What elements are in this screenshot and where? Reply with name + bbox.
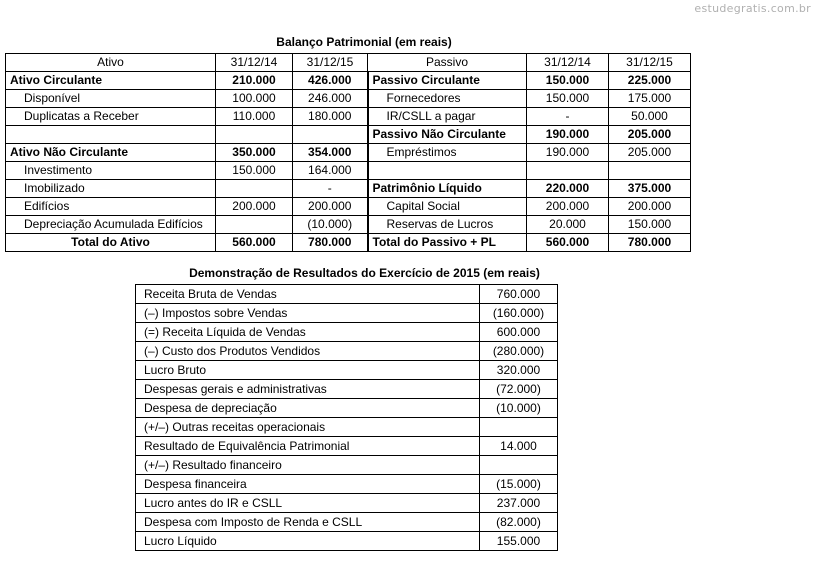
ativo-value-2014: 150.000	[216, 162, 293, 180]
table-row	[6, 90, 691, 108]
dre-value: 155.000	[480, 532, 558, 551]
table-row	[136, 399, 558, 418]
dre-label: Lucro Bruto	[136, 361, 480, 380]
table-row	[136, 285, 558, 304]
dre-value: 14.000	[480, 437, 558, 456]
dre-value	[480, 456, 558, 475]
ativo-label: Disponível	[6, 90, 216, 108]
ativo-value-2015: (10.000)	[293, 216, 368, 234]
dre-value: (280.000)	[480, 342, 558, 361]
passivo-value-2014: 150.000	[527, 90, 609, 108]
balance-sheet-header-row	[6, 54, 691, 72]
total-passivo-2015: 780.000	[609, 234, 691, 252]
passivo-label: Passivo Circulante	[368, 72, 527, 90]
ativo-value-2014: 210.000	[216, 72, 293, 90]
total-ativo-2015: 780.000	[293, 234, 368, 252]
table-row	[6, 198, 691, 216]
ativo-label: Investimento	[6, 162, 216, 180]
passivo-label: Empréstimos	[368, 144, 527, 162]
ativo-value-2015: 164.000	[293, 162, 368, 180]
dre-value: (72.000)	[480, 380, 558, 399]
passivo-label: Fornecedores	[368, 90, 527, 108]
ativo-value-2015: 426.000	[293, 72, 368, 90]
passivo-value-2014: 20.000	[527, 216, 609, 234]
passivo-value-2014: -	[527, 108, 609, 126]
dre-value: (82.000)	[480, 513, 558, 532]
table-row	[6, 72, 691, 90]
total-passivo-label: Total do Passivo + PL	[368, 234, 527, 252]
ativo-label: Ativo Não Circulante	[6, 144, 216, 162]
ativo-value-2015: 246.000	[293, 90, 368, 108]
ativo-label: Ativo Circulante	[6, 72, 216, 90]
passivo-label: Passivo Não Circulante	[368, 126, 527, 144]
passivo-value-2015: 225.000	[609, 72, 691, 90]
dre-label: Receita Bruta de Vendas	[136, 285, 480, 304]
table-row	[136, 418, 558, 437]
passivo-label	[368, 162, 527, 180]
table-row	[136, 494, 558, 513]
passivo-label: Patrimônio Líquido	[368, 180, 527, 198]
table-row	[6, 216, 691, 234]
ativo-label	[6, 126, 216, 144]
table-row	[6, 108, 691, 126]
passivo-value-2014	[527, 162, 609, 180]
ativo-value-2014	[216, 126, 293, 144]
table-row	[6, 144, 691, 162]
table-row	[6, 234, 691, 252]
header-passivo: Passivo	[368, 54, 527, 72]
passivo-value-2014: 200.000	[527, 198, 609, 216]
table-row	[136, 456, 558, 475]
dre-label: (–) Impostos sobre Vendas	[136, 304, 480, 323]
balance-sheet-table	[5, 53, 691, 252]
table-row	[136, 323, 558, 342]
income-statement-table	[135, 284, 558, 551]
ativo-value-2014: 350.000	[216, 144, 293, 162]
passivo-value-2015: 200.000	[609, 198, 691, 216]
ativo-value-2015: 180.000	[293, 108, 368, 126]
dre-value: 600.000	[480, 323, 558, 342]
passivo-label: Capital Social	[368, 198, 527, 216]
ativo-value-2015: -	[293, 180, 368, 198]
ativo-value-2015: 200.000	[293, 198, 368, 216]
table-row	[6, 126, 691, 144]
total-ativo-2014: 560.000	[216, 234, 293, 252]
table-row	[136, 437, 558, 456]
ativo-value-2014: 110.000	[216, 108, 293, 126]
passivo-value-2015: 375.000	[609, 180, 691, 198]
ativo-value-2015: 354.000	[293, 144, 368, 162]
dre-value: (160.000)	[480, 304, 558, 323]
dre-label: Despesa de depreciação	[136, 399, 480, 418]
dre-label: (=) Receita Líquida de Vendas	[136, 323, 480, 342]
passivo-value-2015: 205.000	[609, 126, 691, 144]
dre-label: (–) Custo dos Produtos Vendidos	[136, 342, 480, 361]
table-row	[136, 532, 558, 551]
passivo-label: IR/CSLL a pagar	[368, 108, 527, 126]
table-row	[136, 361, 558, 380]
dre-label: (+/–) Resultado financeiro	[136, 456, 480, 475]
dre-label: Despesa com Imposto de Renda e CSLL	[136, 513, 480, 532]
header-passivo-date-2: 31/12/15	[609, 54, 691, 72]
header-ativo-date-2: 31/12/15	[293, 54, 368, 72]
passivo-label: Reservas de Lucros	[368, 216, 527, 234]
total-ativo-label: Total do Ativo	[6, 234, 216, 252]
dre-label: Despesa financeira	[136, 475, 480, 494]
passivo-value-2015: 150.000	[609, 216, 691, 234]
passivo-value-2014: 190.000	[527, 144, 609, 162]
dre-value: 320.000	[480, 361, 558, 380]
ativo-label: Depreciação Acumulada Edifícios	[6, 216, 216, 234]
table-row	[136, 475, 558, 494]
passivo-value-2014: 190.000	[527, 126, 609, 144]
passivo-value-2015: 50.000	[609, 108, 691, 126]
table-row	[136, 342, 558, 361]
ativo-value-2014	[216, 216, 293, 234]
total-passivo-2014: 560.000	[527, 234, 609, 252]
header-ativo: Ativo	[6, 54, 216, 72]
passivo-value-2014: 150.000	[527, 72, 609, 90]
ativo-label: Duplicatas a Receber	[6, 108, 216, 126]
header-passivo-date-1: 31/12/14	[527, 54, 609, 72]
income-statement-title: Demonstração de Resultados do Exercício de 2015 (em reais)	[189, 266, 540, 280]
ativo-value-2014: 200.000	[216, 198, 293, 216]
ativo-label: Imobilizado	[6, 180, 216, 198]
watermark: estudegratis.com.br	[694, 2, 811, 15]
passivo-value-2014: 220.000	[527, 180, 609, 198]
ativo-label: Edifícios	[6, 198, 216, 216]
dre-label: Lucro Líquido	[136, 532, 480, 551]
passivo-value-2015	[609, 162, 691, 180]
dre-value: (10.000)	[480, 399, 558, 418]
ativo-value-2014: 100.000	[216, 90, 293, 108]
passivo-value-2015: 205.000	[609, 144, 691, 162]
balance-sheet-title: Balanço Patrimonial (em reais)	[276, 35, 452, 49]
table-row	[6, 162, 691, 180]
dre-value: 760.000	[480, 285, 558, 304]
passivo-value-2015: 175.000	[609, 90, 691, 108]
ativo-value-2015	[293, 126, 368, 144]
table-row	[136, 513, 558, 532]
dre-label: Despesas gerais e administrativas	[136, 380, 480, 399]
table-row	[136, 380, 558, 399]
dre-label: (+/–) Outras receitas operacionais	[136, 418, 480, 437]
table-row	[6, 180, 691, 198]
dre-value: (15.000)	[480, 475, 558, 494]
dre-value	[480, 418, 558, 437]
ativo-value-2014	[216, 180, 293, 198]
dre-label: Lucro antes do IR e CSLL	[136, 494, 480, 513]
dre-label: Resultado de Equivalência Patrimonial	[136, 437, 480, 456]
dre-value: 237.000	[480, 494, 558, 513]
table-row	[136, 304, 558, 323]
header-ativo-date-1: 31/12/14	[216, 54, 293, 72]
